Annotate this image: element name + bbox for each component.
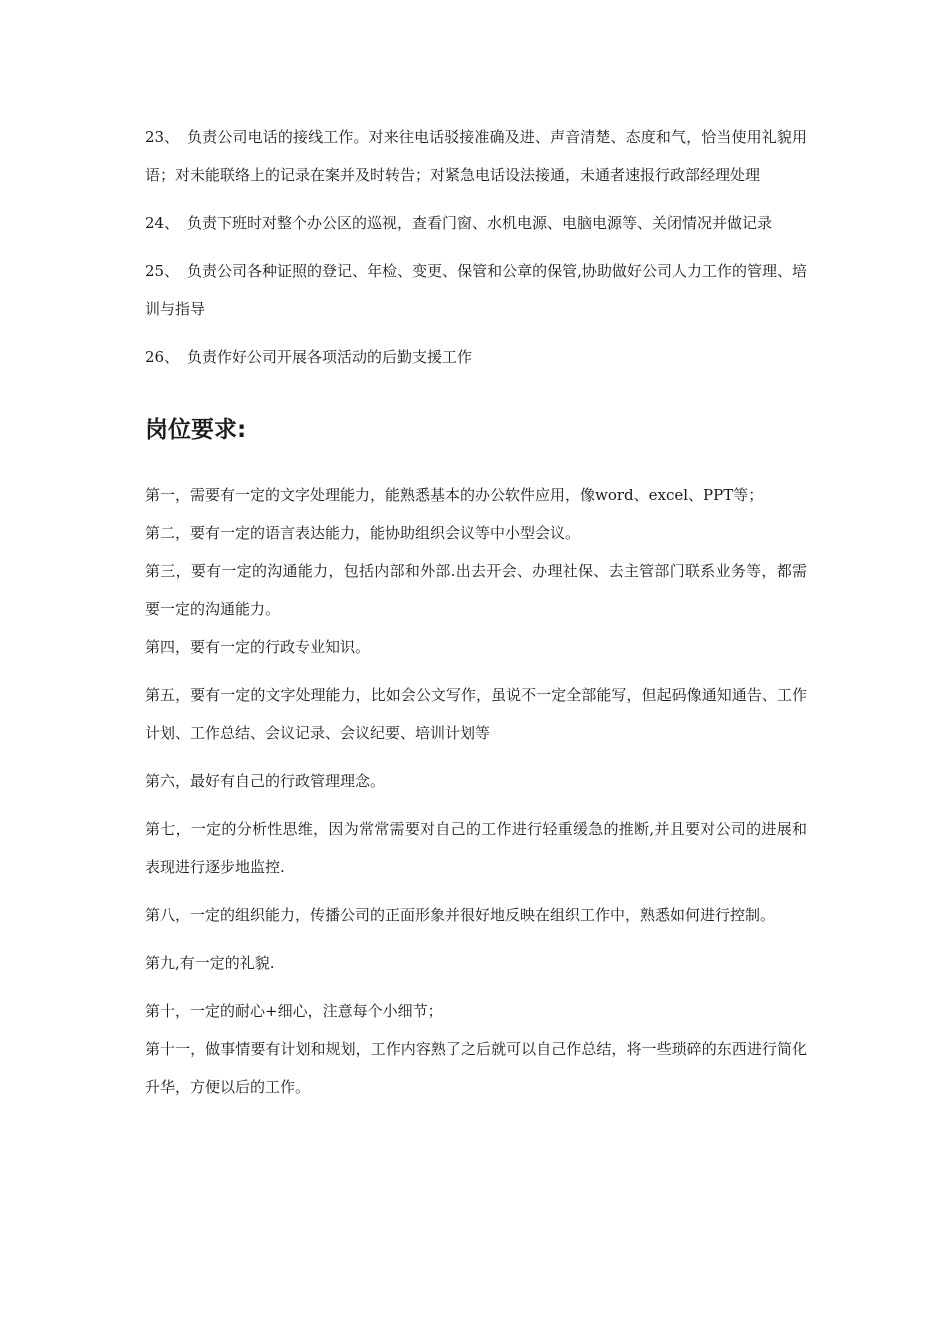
duty-text: 负责作好公司开展各项活动的后勤支援工作 — [187, 348, 473, 366]
requirement-item-1: 第一，需要有一定的文字处理能力，能熟悉基本的办公软件应用，像word、excel、PPT等； — [145, 486, 764, 504]
duty-number: 24、 — [145, 214, 180, 232]
duty-number: 25、 — [145, 262, 180, 280]
duty-item-23 — [145, 118, 807, 194]
requirement-item-7: 第七，一定的分析性思维，因为常常需要对自己的工作进行轻重缓急的推断,并且要对公司的进展和表现进行逐步地监控. — [145, 820, 807, 876]
duty-number: 23、 — [145, 128, 180, 146]
requirement-item-3: 第三，要有一定的沟通能力，包括内部和外部.出去开会、办理社保、去主管部门联系业务等，都需要一定的沟通能力。 — [145, 562, 807, 618]
duty-item-25 — [145, 252, 807, 328]
requirement-item-6: 第六，最好有自己的行政管理理念。 — [145, 772, 386, 790]
requirements-heading: 岗位要求: — [145, 417, 247, 443]
document-page — [145, 118, 807, 1106]
duty-item-24 — [145, 204, 807, 242]
duty-number: 26、 — [145, 348, 180, 366]
requirement-item-9: 第九,有一定的礼貌. — [145, 954, 275, 972]
requirement-item-8: 第八，一定的组织能力，传播公司的正面形象并很好地反映在组织工作中，熟悉如何进行控制。 — [145, 906, 776, 924]
duty-text: 负责下班时对整个办公区的巡视，查看门窗、水机电源、电脑电源等、关闭情况并做记录 — [187, 214, 773, 232]
requirement-item-10: 第十，一定的耐心+细心，注意每个小细节； — [145, 1002, 443, 1020]
requirement-item-2: 第二，要有一定的语言表达能力，能协助组织会议等中小型会议。 — [145, 524, 581, 542]
duty-text: 负责公司电话的接线工作。对来往电话驳接准确及进、声音清楚、态度和气，恰当使用礼貌用语；对未能联络上的记录在案并及时转告；对紧急电话设法接通，未通者速报行政部经理处理 — [145, 128, 807, 184]
duty-text: 负责公司各种证照的登记、年检、变更、保管和公章的保管,协助做好公司人力工作的管理、培训与指导 — [145, 262, 807, 318]
duty-item-26 — [145, 338, 807, 376]
requirement-item-5: 第五，要有一定的文字处理能力，比如会公文写作，虽说不一定全部能写，但起码像通知通告、工作计划、工作总结、会议记录、会议纪要、培训计划等 — [145, 686, 807, 742]
requirement-item-11: 第十一，做事情要有计划和规划，工作内容熟了之后就可以自己作总结，将一些琐碎的东西进行简化升华，方便以后的工作。 — [145, 1040, 807, 1096]
requirement-item-4: 第四，要有一定的行政专业知识。 — [145, 638, 371, 656]
